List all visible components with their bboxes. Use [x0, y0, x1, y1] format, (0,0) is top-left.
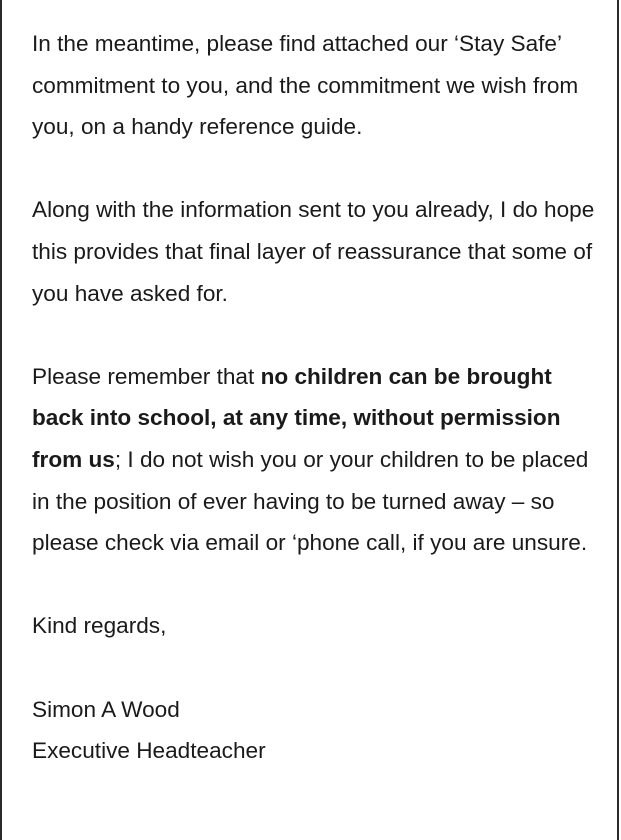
letter-body [32, 23, 602, 772]
signature-name: Simon A Wood [32, 696, 180, 722]
permission-text-bold: no children can be brought back into school, at any time, without permission from us [32, 363, 561, 472]
signature-block [32, 689, 602, 772]
closing-line: Kind regards, [32, 613, 167, 639]
paragraph-attachment: In the meantime, please find attached our ‘Stay Safe’ commitment to you, and the commitment we wish from you, on a handy reference guide. [32, 31, 579, 140]
paragraph-reassurance: Along with the information sent to you already, I do hope this provides that final layer of reassurance that some of you have asked for. [32, 197, 595, 306]
permission-text-rest: ; I do not wish you or your children to be placed in the position of ever having to be turned away – so please check via email or ‘phone call, if you are unsure. [32, 446, 589, 556]
permission-text-intro: Please remember that [32, 363, 261, 389]
paragraph-permission [32, 356, 602, 564]
signature-title: Executive Headteacher [32, 738, 266, 764]
